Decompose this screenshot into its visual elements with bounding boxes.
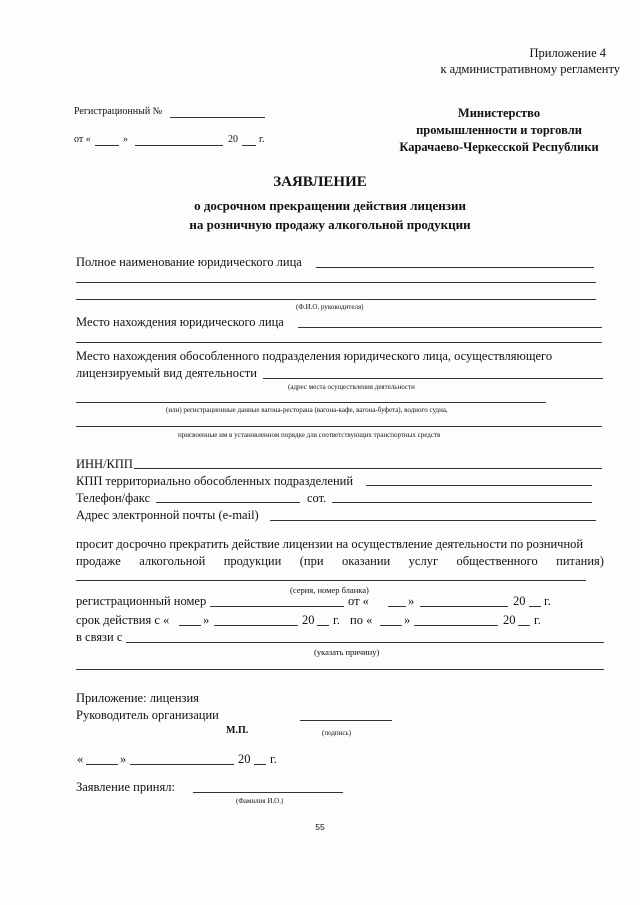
term-start-year-field[interactable] [317,625,329,626]
reason-label: в связи с [76,630,123,644]
ministry-line2: промышленности и торговли [416,123,582,137]
accepted-label: Заявление принял: [76,780,175,794]
accepted-name-field[interactable] [193,792,343,793]
reason-field[interactable] [126,642,604,643]
registration-month-field[interactable] [135,145,223,146]
term-label: срок действия с « [76,613,170,627]
address-field[interactable] [76,402,546,403]
term-to-label: по « [350,613,373,627]
address-caption: (адрес места осуществления деятельности [288,383,415,391]
reg-number-field[interactable] [210,606,344,607]
request-word: продаже [76,554,121,568]
date-year-suffix: г. [270,752,277,766]
signature-field[interactable] [300,720,392,721]
branch-label-line1: Место нахождения обособленного подразделения юридического лица, осуществляющего [76,349,553,363]
document-title: ЗАЯВЛЕНИЕ [273,174,367,190]
registration-number-field[interactable] [170,117,265,118]
registration-date-label: от « [74,134,91,145]
reg-number-label: регистрационный номер [76,594,207,608]
reg-year-field[interactable] [529,606,541,607]
date-year-field[interactable] [254,764,266,765]
reason-field-line2[interactable] [76,669,604,670]
director-field[interactable] [76,299,596,300]
full-name-label: Полное наименование юридического лица [76,255,302,269]
term-start-quote-close: » [203,613,210,627]
kpp-branches-label: КПП территориально обособленных подразделений [76,474,354,488]
mobile-label: сот. [307,491,327,505]
wagon-caption: (или) регистрационные данные вагона-ресторана (вагона-кафе, вагона-буфета), водного судна, [166,406,448,414]
kpp-branches-field[interactable] [366,485,592,486]
registration-year-field[interactable] [242,145,256,146]
signature-caption: (подпись) [322,729,352,737]
stamp-label: М.П. [226,725,249,736]
series-field[interactable] [76,580,586,581]
email-label: Адрес электронной почты (e-mail) [76,508,259,522]
term-end-day-field[interactable] [380,625,402,626]
request-word: алкогольной [139,554,206,568]
reg-year-suffix: г. [544,594,551,608]
reg-year-prefix: 20 [513,594,526,608]
reg-day-field[interactable] [388,606,406,607]
date-day-field[interactable] [86,764,118,765]
term-start-year-suffix: г. [333,613,340,627]
term-start-day-field[interactable] [179,625,201,626]
branch-field[interactable] [263,378,603,379]
phone-fax-field[interactable] [156,502,300,503]
term-end-quote-close: » [404,613,411,627]
mobile-field[interactable] [332,502,592,503]
head-label: Руководитель организации [76,708,219,722]
ministry-line1: Министерство [457,106,541,120]
appendix-line2: к административному регламенту [440,62,620,76]
reg-month-field[interactable] [420,606,508,607]
location-field[interactable] [298,327,602,328]
document-subtitle-line2: на розничную продажу алкогольной продукции [189,217,471,232]
document-subtitle-line1: о досрочном прекращении действия лицензии [194,198,466,213]
ministry-line3: Карачаево-Черкесской Республики [399,140,599,154]
date-close-quote: » [120,752,127,766]
full-name-field[interactable] [316,267,594,268]
request-word: (при [299,554,324,568]
term-end-year-prefix: 20 [503,613,516,627]
request-word: продукции [223,554,282,568]
phone-fax-label: Телефон/факс [76,491,151,505]
date-year-prefix: 20 [238,752,251,766]
location-label: Место нахождения юридического лица [76,315,284,329]
location-field-line2[interactable] [76,342,602,343]
reg-quote-close: » [408,594,415,608]
reg-from-label: от « [348,594,369,608]
reason-caption: (указать причину) [314,647,380,657]
appendix-line1: Приложение 4 [529,46,606,60]
term-start-year-prefix: 20 [302,613,315,627]
registration-quote-close: » [123,134,128,145]
request-line2 [76,554,604,569]
registration-year-prefix: 20 [228,134,238,145]
series-caption: (серия, номер бланка) [290,585,369,595]
registration-day-field[interactable] [95,145,119,146]
page-number: 55 [315,822,325,832]
term-end-year-suffix: г. [534,613,541,627]
branch-label-line2: лицензируемый вид деятельности [76,366,257,380]
registration-number-label: Регистрационный № [74,106,163,117]
email-field[interactable] [270,520,596,521]
inn-kpp-label: ИНН/КПП [76,457,133,471]
request-word: услуг [408,554,439,568]
request-word: питания) [556,554,604,568]
term-start-month-field[interactable] [214,625,298,626]
transport-field[interactable] [76,426,602,427]
request-line1: просит досрочно прекратить действие лицензии на осуществление деятельности по розничной [76,537,584,551]
term-end-year-field[interactable] [518,625,530,626]
date-open-quote: « [77,752,84,766]
name-caption: (Фамилия И.О.) [236,797,284,805]
request-word: общественного [456,554,538,568]
attachment-label: Приложение: лицензия [76,691,199,705]
full-name-field-line2[interactable] [76,282,596,283]
inn-kpp-field[interactable] [134,468,602,469]
director-caption: (Ф.И.О. руководителя) [296,303,364,311]
date-month-field[interactable] [130,764,234,765]
request-word: оказании [341,554,391,568]
term-end-month-field[interactable] [414,625,498,626]
transport-caption: присвоенные им в установленном порядке для соответствующих транспортных средств [178,431,441,439]
registration-year-suffix: г. [259,134,265,145]
